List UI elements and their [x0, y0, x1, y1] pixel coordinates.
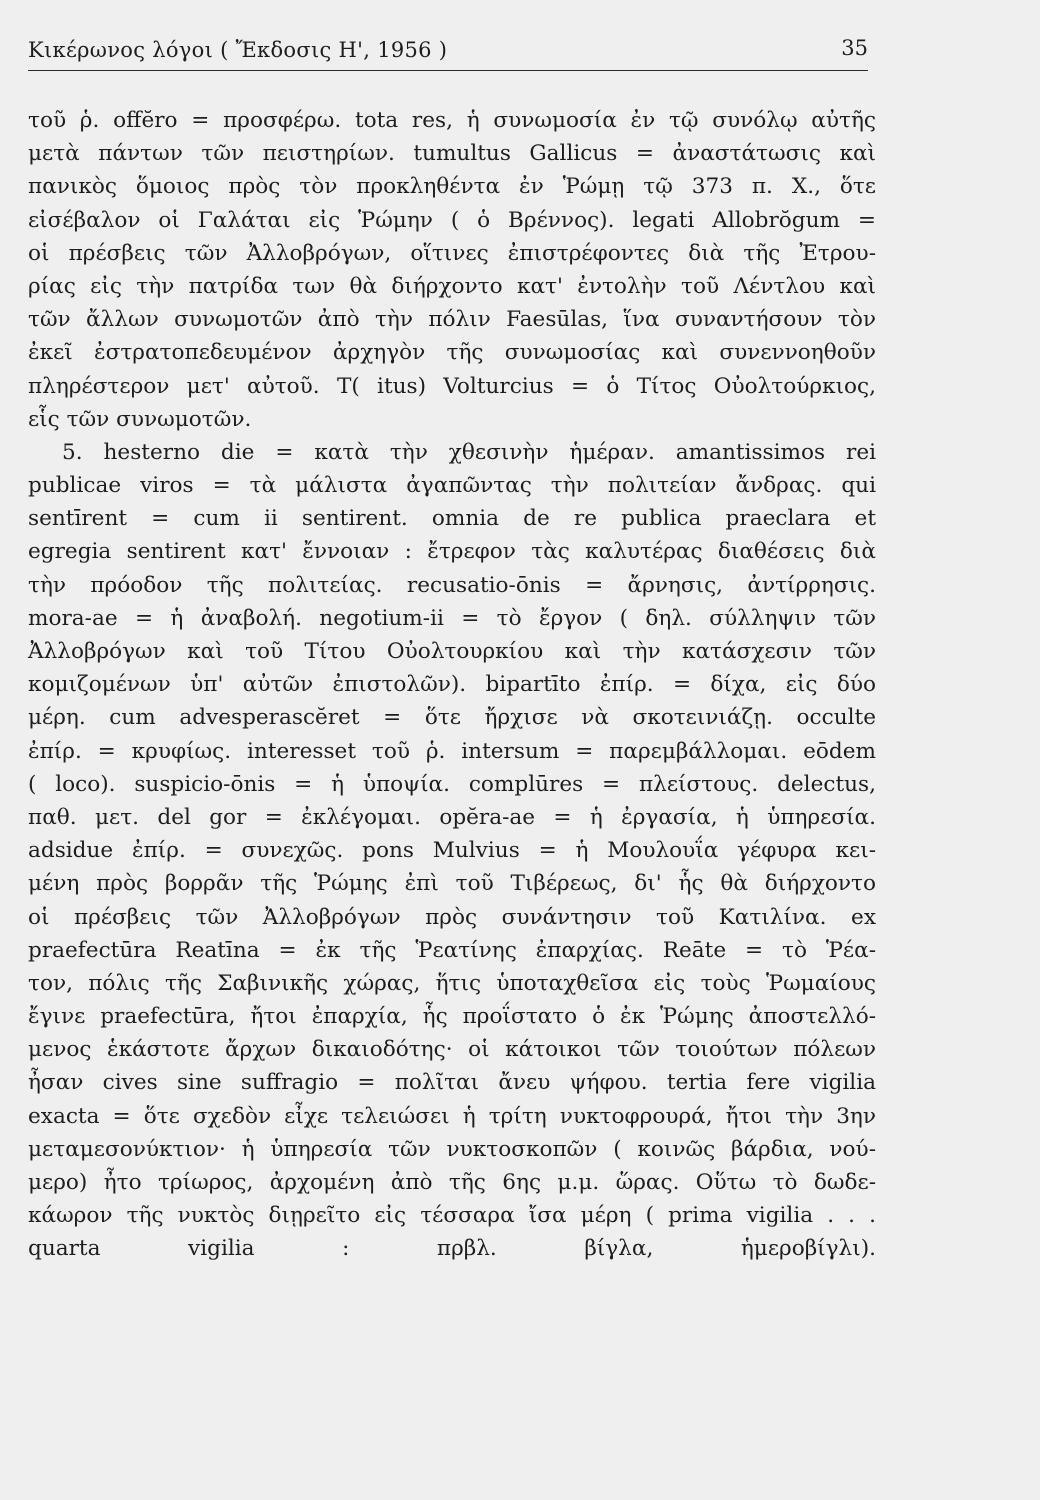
- text-line: πληρέστερον μετ' αὐτοῦ. T( itus) Volturcius = ὁ Τίτος Οὐολτούρκιος,: [28, 373, 876, 399]
- text-line: 5. hesterno die = κατὰ τὴν χθεσινὴν ἡμέραν. amantissimos rei: [62, 439, 876, 465]
- text-line: μεταμεσονύκτιον· ἡ ὑπηρεσία τῶν νυκτοσκοπῶν ( κοινῶς βάρδια, νού-: [28, 1136, 876, 1162]
- text-line: τῶν ἄλλων συνωμοτῶν ἀπὸ τὴν πόλιν Faesūlas, ἵνα συναντήσουν τὸν: [28, 307, 876, 333]
- text-line: sentīrent = cum ii sentirent. omnia de re publica praeclara et: [28, 506, 876, 532]
- text-line: τὴν πρόοδον τῆς πολιτείας. recusatio-ōnis = ἄρνησις, ἀντίρρησις.: [28, 572, 876, 598]
- text-line: publicae viros = τὰ μάλιστα ἀγαπῶντας τὴν πολιτείαν ἄνδρας. qui: [28, 473, 876, 499]
- text-line: οἱ πρέσβεις τῶν Ἀλλοβρόγων πρὸς συνάντησιν τοῦ Κατιλίνα. ex: [28, 904, 876, 930]
- text-line: κομιζομένων ὑπ' αὐτῶν ἐπιστολῶν). bipartīto ἐπίρ. = δίχα, εἰς δύο: [28, 672, 876, 698]
- body-text: [28, 104, 876, 1299]
- text-line: παθ. μετ. del gor = ἐκλέγομαι. opĕra-ae = ἡ ἐργασία, ἡ ὑπηρεσία.: [28, 804, 876, 830]
- text-line: ἐπίρ. = κρυφίως. interesset τοῦ ῥ. intersum = παρεμβάλλομαι. eōdem: [28, 738, 876, 764]
- text-line: μέρη. cum advesperascĕret = ὅτε ἤρχισε νὰ σκοτεινιάζῃ. occulte: [28, 705, 876, 731]
- text-line: Ἀλλοβρόγων καὶ τοῦ Τίτου Οὐολτουρκίου καὶ τὴν κατάσχεσιν τῶν: [28, 639, 876, 664]
- text-line: μετὰ πάντων τῶν πειστηρίων. tumultus Gallicus = ἀναστάτωσις καὶ: [28, 141, 876, 167]
- text-line: ρίας εἰς τὴν πατρίδα των θὰ διήρχοντο κατ' ἐντολὴν τοῦ Λέντλου καὶ: [28, 273, 876, 299]
- text-line: exacta = ὅτε σχεδὸν εἶχε τελειώσει ἡ τρίτη νυκτοφρουρά, ἤτοι τὴν 3ην: [28, 1103, 876, 1129]
- text-line: ( loco). suspicio-ōnis = ἡ ὑποψία. complūres = πλείστους. delectus,: [28, 771, 876, 797]
- text-line: egregia sentirent κατ' ἔννοιαν : ἔτρεφον τὰς καλυτέρας διαθέσεις διὰ: [28, 539, 876, 565]
- text-line: πανικὸς ὅμοιος πρὸς τὸν προκληθέντα ἐν Ῥώμῃ τῷ 373 π. Χ., ὅτε: [28, 174, 876, 200]
- text-line: adsidue ἐπίρ. = συνεχῶς. pons Mulvius = ἡ Μουλουΐα γέφυρα κει-: [28, 838, 876, 864]
- text-line: μένη πρὸς βορρᾶν τῆς Ῥώμης ἐπὶ τοῦ Τιβέρεως, δι' ἧς θὰ διήρχοντο: [28, 871, 876, 897]
- text-line: mora-ae = ἡ ἀναβολή. negotium-ii = τὸ ἔργον ( δηλ. σύλληψιν τῶν: [28, 605, 876, 631]
- text-line: εἰσέβαλον οἱ Γαλάται εἰς Ῥώμην ( ὁ Βρέννος). legati Allobrŏgum =: [28, 207, 876, 233]
- page-header: [28, 36, 868, 71]
- text-line: κάωρον τῆς νυκτὸς διῃρεῖτο εἰς τέσσαρα ἴσα μέρη ( prima vigilia . . .: [28, 1203, 876, 1229]
- text-line: [28, 1266, 876, 1299]
- text-line: ἔγινε praefectūra, ἤτοι ἐπαρχία, ἧς προΐστατο ὁ ἐκ Ῥώμης ἀποστελλό-: [28, 1004, 876, 1030]
- text-line: εἷς τῶν συνωμοτῶν.: [28, 406, 252, 432]
- text-line: praefectūra Reatīna = ἐκ τῆς Ῥεατίνης ἐπαρχίας. Reāte = τὸ Ῥέα-: [28, 937, 876, 963]
- text-line: μενος ἑκάστοτε ἄρχων δικαιοδότης· οἱ κάτοικοι τῶν τοιούτων πόλεων: [28, 1037, 876, 1063]
- text-line: οἱ πρέσβεις τῶν Ἀλλοβρόγων, οἵτινες ἐπιστρέφοντες διὰ τῆς Ἐτρου-: [28, 240, 876, 266]
- page-number: 35: [841, 36, 868, 60]
- running-title: Κικέρωνος λόγοι ( Ἔκδοσις Η', 1956 ): [28, 38, 448, 62]
- text-line: τοῦ ῥ. offĕro = προσφέρω. tota res, ἡ συνωμοσία ἐν τῷ συνόλῳ αὐτῆς: [28, 108, 876, 133]
- text-line: ἦσαν cives sine suffragio = πολῖται ἄνευ ψήφου. tertia fere vigilia: [28, 1070, 876, 1096]
- text-line: τον, πόλις τῆς Σαβινικῆς χώρας, ἥτις ὑποταχθεῖσα εἰς τοὺς Ῥωμαίους: [28, 970, 876, 996]
- text-line: ἐκεῖ ἐστρατοπεδευμένον ἀρχηγὸν τῆς συνωμοσίας καὶ συνεννοηθοῦν: [28, 340, 876, 366]
- text-line: quarta vigilia : πρβλ. βίγλα, ἡμεροβίγλι).: [28, 1236, 876, 1262]
- text-line: μερο) ἦτο τρίωρος, ἀρχομένη ἀπὸ τῆς 6ης μ.μ. ὥρας. Οὕτω τὸ δωδε-: [28, 1170, 876, 1195]
